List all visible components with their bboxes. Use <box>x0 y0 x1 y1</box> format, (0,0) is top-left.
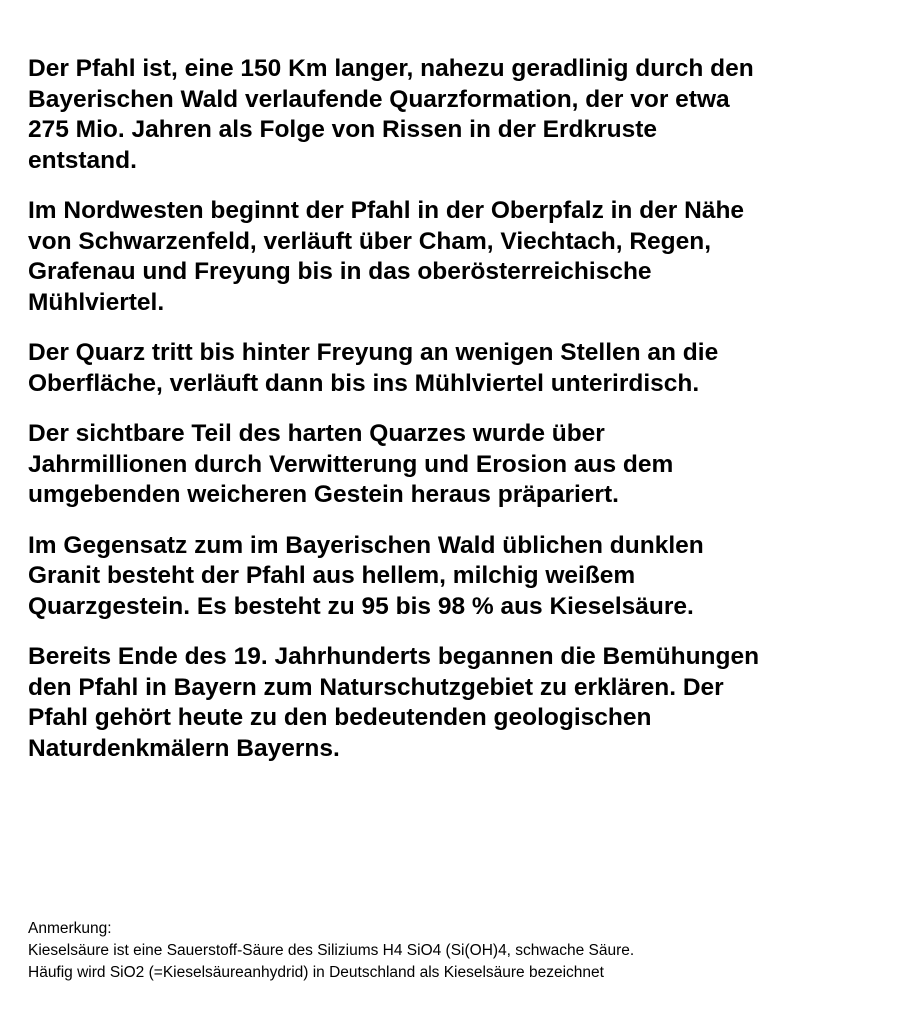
paragraph-nature-reserve: Bereits Ende des 19. Jahrhunderts begannen die Bemühungen den Pfahl in Bayern zum Naturschutzgebiet zu erklären. Der Pfahl gehört heute zu den bedeutenden geologischen Naturdenkmälern Bayerns. <box>28 643 760 762</box>
paragraph-pfahl-intro: Der Pfahl ist, eine 150 Km langer, nahezu geradlinig durch den Bayerischen Wald verlaufende Quarzformation, der vor etwa 275 Mio. Jahren als Folge von Rissen in der Erdkruste entstand. <box>28 55 754 174</box>
footnote-line: Kieselsäure ist eine Sauerstoff-Säure des Siliziums H4 SiO4 (Si(OH)4, schwache Säure. <box>28 942 635 959</box>
footnote <box>28 918 908 984</box>
footnote-heading: Anmerkung: <box>28 920 112 937</box>
footnote-line: Häufig wird SiO2 (=Kieselsäureanhydrid) in Deutschland als Kieselsäure bezeichnet <box>28 964 604 981</box>
paragraph-composition: Im Gegensatz zum im Bayerischen Wald üblichen dunklen Granit besteht der Pfahl aus hellem, milchig weißem Quarzgestein. Es besteht zu 95 bis 98 % aus Kieselsäure. <box>28 531 704 620</box>
paragraph-erosion: Der sichtbare Teil des harten Quarzes wurde über Jahrmillionen durch Verwitterung und Erosion aus dem umgebenden weicheren Gestein heraus präpariert. <box>28 420 674 508</box>
paragraph-quartz-surface: Der Quarz tritt bis hinter Freyung an wenigen Stellen an die Oberfläche, verläuft dann bis ins Mühlviertel unterirdisch. <box>28 339 719 397</box>
document-body <box>28 54 898 784</box>
paragraph-pfahl-route: Im Nordwesten beginnt der Pfahl in der Oberpfalz in der Nähe von Schwarzenfeld, verläuft über Cham, Viechtach, Regen, Grafenau und Freyung bis in das oberösterreichische Mühlviertel. <box>28 197 745 316</box>
